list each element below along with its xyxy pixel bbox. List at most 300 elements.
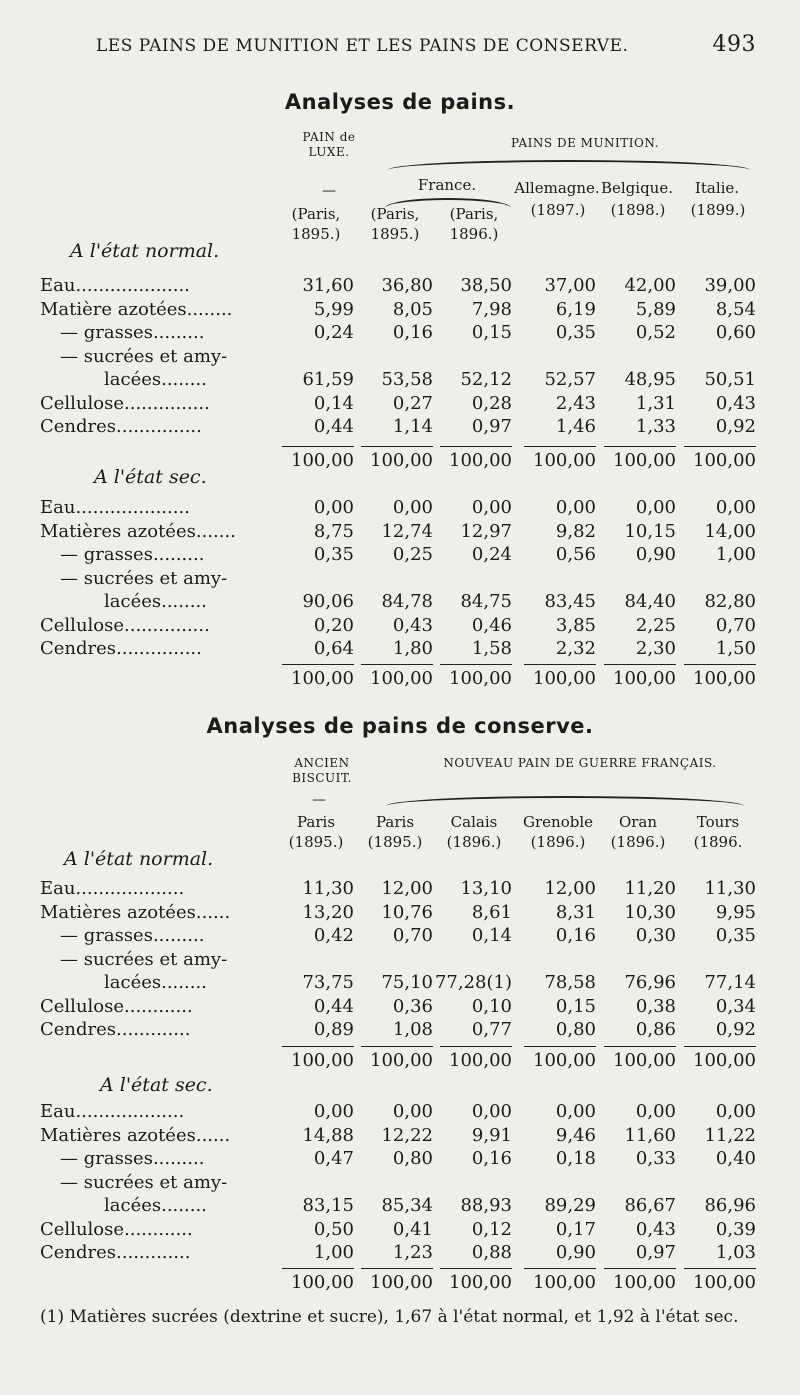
- row-label: — sucrées et amy-: [60, 567, 228, 589]
- table-cell: 0,14: [313, 392, 354, 414]
- table-cell: 1,58: [471, 638, 512, 659]
- column-year: 1895.): [370, 225, 420, 244]
- total-cell: 100,00: [693, 668, 756, 689]
- table-row: [40, 1195, 765, 1219]
- table-cell: 0,50: [313, 1218, 354, 1240]
- sum-rule: [282, 664, 354, 665]
- running-head-title: LES PAINS DE MUNITION ET LES PAINS DE CONSERVE.: [96, 36, 629, 56]
- table-cell: 83,15: [302, 1195, 354, 1216]
- table-cell: 36,80: [381, 275, 433, 296]
- table-cell: 14,88: [302, 1124, 354, 1146]
- table-cell: 53,58: [381, 369, 433, 390]
- sum-rule: [282, 1268, 354, 1269]
- sum-rule: [604, 1046, 676, 1047]
- table-cell: 0,34: [715, 995, 756, 1017]
- table-cell: 0,89: [313, 1019, 354, 1040]
- sum-rule: [361, 664, 433, 665]
- table-cell: 8,75: [313, 520, 354, 542]
- total-cell: 100,00: [291, 1272, 354, 1293]
- table-row: [40, 521, 765, 545]
- row-label: lacées........: [104, 1195, 207, 1216]
- table-cell: 2,32: [555, 638, 596, 659]
- column-place: Calais: [450, 813, 498, 831]
- total-cell: 100,00: [613, 450, 676, 471]
- table-cell: 12,00: [381, 878, 433, 899]
- sum-rule: [282, 1046, 354, 1047]
- table-cell: 84,78: [381, 591, 433, 612]
- row-label: — grasses.........: [60, 544, 205, 565]
- table-cell: 0,00: [555, 497, 596, 518]
- table1-munition-brace: [388, 160, 750, 170]
- table-row: [40, 996, 765, 1020]
- table-cell: 12,97: [460, 520, 512, 542]
- column-place: Grenoble: [523, 813, 593, 831]
- row-label: Matière azotées........: [40, 298, 233, 320]
- row-label: — grasses.........: [60, 925, 205, 946]
- table-cell: 0,64: [313, 638, 354, 659]
- row-label: Matières azotées......: [40, 1124, 231, 1146]
- table-cell: 0,40: [715, 1148, 756, 1169]
- column-place: Oran: [618, 813, 658, 831]
- table-cell: 0,24: [471, 544, 512, 565]
- table-cell: 0,33: [635, 1148, 676, 1169]
- table-row: [40, 346, 765, 370]
- table-cell: 38,50: [460, 275, 512, 296]
- row-label: lacées........: [104, 369, 207, 390]
- table-cell: 86,67: [624, 1195, 676, 1216]
- column-header: [518, 812, 598, 853]
- table1-france-label: France.: [417, 176, 477, 194]
- total-cell: 100,00: [693, 1272, 756, 1293]
- total-cell: 100,00: [370, 668, 433, 689]
- table-cell: 0,38: [635, 995, 676, 1017]
- table-cell: 0,00: [635, 1101, 676, 1122]
- total-cell: 100,00: [533, 1050, 596, 1071]
- table-cell: 0,92: [715, 1019, 756, 1040]
- table1-sec-label: A l'état sec.: [94, 466, 207, 488]
- column-header: [518, 201, 598, 220]
- table-cell: 11,22: [704, 1124, 756, 1146]
- table-row: [40, 393, 765, 417]
- table-cell: 9,91: [471, 1124, 512, 1146]
- sum-rule: [440, 446, 512, 447]
- table-cell: 0,43: [635, 1218, 676, 1240]
- table-row: [40, 591, 765, 615]
- row-label: Cellulose............: [40, 1218, 193, 1240]
- table-cell: 0,12: [471, 1218, 512, 1240]
- table-cell: 0,92: [715, 416, 756, 437]
- table-cell: 5,99: [313, 298, 354, 320]
- row-label: — grasses.........: [60, 1148, 205, 1169]
- table-cell: 0,17: [555, 1218, 596, 1240]
- table-cell: 0,90: [555, 1242, 596, 1263]
- table-cell: 83,45: [544, 591, 596, 612]
- table-cell: 11,60: [624, 1124, 676, 1146]
- footnote: (1) Matières sucrées (dextrine et sucre), 1,67 à l'état normal, et 1,92 à l'état sec.: [40, 1307, 739, 1327]
- table-row: [40, 878, 765, 902]
- table2-normal-label: A l'état normal.: [64, 848, 214, 870]
- table-cell: 1,03: [715, 1242, 756, 1263]
- table-cell: 1,00: [313, 1242, 354, 1263]
- table2-group-nouveau: NOUVEAU PAIN DE GUERRE FRANÇAIS.: [443, 756, 717, 770]
- table-row: [40, 322, 765, 346]
- row-label: Eau....................: [40, 497, 190, 518]
- table-row: [40, 615, 765, 639]
- table-row: [40, 1101, 765, 1125]
- column-header: [355, 812, 435, 853]
- table-cell: 77,14: [704, 972, 756, 993]
- column-year: (1896.): [610, 833, 666, 852]
- row-label: lacées........: [104, 591, 207, 612]
- table-cell: 0,39: [715, 1218, 756, 1240]
- table-cell: 86,96: [704, 1195, 756, 1216]
- total-cell: 100,00: [370, 450, 433, 471]
- row-label: — sucrées et amy-: [60, 1171, 228, 1193]
- running-head: [96, 32, 756, 57]
- table-cell: 0,97: [635, 1242, 676, 1263]
- table-cell: 0,90: [635, 544, 676, 565]
- table-cell: 0,46: [471, 614, 512, 636]
- table1-group-munition: PAINS DE MUNITION.: [511, 136, 659, 150]
- table-cell: 0,70: [715, 614, 756, 636]
- table-cell: 76,96: [624, 972, 676, 993]
- total-cell: 100,00: [533, 450, 596, 471]
- column-year: (1896.): [530, 833, 586, 852]
- column-year: (1896.): [446, 833, 502, 852]
- sum-rule: [684, 664, 756, 665]
- column-header: [355, 204, 435, 245]
- table1-title: Analyses de pains.: [284, 90, 516, 114]
- table-row: [40, 1172, 765, 1196]
- table-row: [40, 638, 765, 662]
- table-cell: 0,00: [635, 497, 676, 518]
- table-cell: 1,50: [715, 638, 756, 659]
- total-cell: 100,00: [449, 1050, 512, 1071]
- table-cell: 0,15: [555, 995, 596, 1017]
- row-label: Cellulose............: [40, 995, 193, 1017]
- table-cell: 1,14: [392, 416, 433, 437]
- table-cell: 0,00: [471, 497, 512, 518]
- row-label: Eau....................: [40, 275, 190, 296]
- table-cell: 31,60: [302, 275, 354, 296]
- table-cell: 0,70: [392, 925, 433, 946]
- table-cell: 0,36: [392, 995, 433, 1017]
- table-cell: 5,89: [635, 298, 676, 320]
- table-cell: 0,18: [555, 1148, 596, 1169]
- table-cell: 52,57: [544, 369, 596, 390]
- total-cell: 100,00: [449, 668, 512, 689]
- total-cell: 100,00: [370, 1050, 433, 1071]
- total-cell: 100,00: [613, 1050, 676, 1071]
- table-cell: 0,35: [555, 322, 596, 343]
- table-cell: 42,00: [624, 275, 676, 296]
- table-cell: 89,29: [544, 1195, 596, 1216]
- sum-rule: [361, 1046, 433, 1047]
- row-label: Matières azotées.......: [40, 520, 236, 542]
- table-cell: 11,30: [704, 878, 756, 899]
- column-year: (1896.: [693, 833, 743, 852]
- table-cell: 8,61: [471, 901, 512, 923]
- sum-rule: [361, 446, 433, 447]
- column-year: (1895.): [367, 833, 423, 852]
- table-cell: 9,82: [555, 520, 596, 542]
- table-row: [40, 299, 765, 323]
- total-cell: 100,00: [370, 1272, 433, 1293]
- table-cell: 0,56: [555, 544, 596, 565]
- column-header: [276, 812, 356, 853]
- table-cell: 85,34: [381, 1195, 433, 1216]
- table-cell: 0,15: [471, 322, 512, 343]
- table2-dash: —: [312, 792, 326, 808]
- table-cell: 0,16: [471, 1148, 512, 1169]
- total-cell: 100,00: [693, 450, 756, 471]
- country-header: Belgique.: [600, 179, 673, 197]
- table-cell: 0,16: [555, 925, 596, 946]
- table-cell: 13,20: [302, 901, 354, 923]
- column-header: [434, 204, 514, 245]
- row-label: Cellulose...............: [40, 392, 210, 414]
- table-cell: 8,05: [392, 298, 433, 320]
- sum-rule: [440, 1268, 512, 1269]
- table-cell: 0,42: [313, 925, 354, 946]
- table-cell: 0,86: [635, 1019, 676, 1040]
- total-cell: 100,00: [449, 450, 512, 471]
- column-header: [598, 201, 678, 220]
- sum-rule: [524, 1268, 596, 1269]
- table-cell: 12,00: [544, 878, 596, 899]
- sum-rule: [282, 446, 354, 447]
- table-row: [40, 416, 765, 440]
- total-cell: 100,00: [613, 668, 676, 689]
- sum-rule: [684, 1046, 756, 1047]
- sum-rule: [361, 1268, 433, 1269]
- table-cell: 1,31: [635, 392, 676, 414]
- table-cell: 0,43: [715, 392, 756, 414]
- table-cell: 50,51: [704, 369, 756, 390]
- table-row: [40, 1148, 765, 1172]
- column-year: (1899.): [690, 201, 746, 219]
- table-cell: 0,25: [392, 544, 433, 565]
- table-row: [40, 1242, 765, 1266]
- table-cell: 1,23: [392, 1242, 433, 1263]
- table-cell: 0,30: [635, 925, 676, 946]
- table-row: [40, 497, 765, 521]
- table1-dash: —: [322, 183, 336, 199]
- sum-rule: [604, 664, 676, 665]
- total-cell: 100,00: [291, 1050, 354, 1071]
- table-cell: 73,75: [302, 972, 354, 993]
- table-cell: 52,12: [460, 369, 512, 390]
- column-year: (1898.): [610, 201, 666, 219]
- table-cell: 10,15: [624, 520, 676, 542]
- table-cell: 0,00: [715, 497, 756, 518]
- column-header: [276, 204, 356, 245]
- table-cell: 13,10: [460, 878, 512, 899]
- column-header: [598, 812, 678, 853]
- total-row: [40, 1050, 765, 1074]
- table-cell: 90,06: [302, 591, 354, 612]
- sum-rule: [524, 1046, 596, 1047]
- row-label: lacées........: [104, 972, 207, 993]
- total-cell: 100,00: [449, 1272, 512, 1293]
- table-cell: 0,88: [471, 1242, 512, 1263]
- table-cell: 1,80: [392, 638, 433, 659]
- table-cell: 0,28: [471, 392, 512, 414]
- table-row: [40, 1125, 765, 1149]
- row-label: — sucrées et amy-: [60, 948, 228, 970]
- table-cell: 0,97: [471, 416, 512, 437]
- table-cell: 82,80: [704, 591, 756, 612]
- table-cell: 12,74: [381, 520, 433, 542]
- table-cell: 0,52: [635, 322, 676, 343]
- table-cell: 2,30: [635, 638, 676, 659]
- table-cell: 0,14: [471, 925, 512, 946]
- table-row: [40, 568, 765, 592]
- table-cell: 77,28(1): [434, 972, 512, 993]
- table-cell: 8,54: [715, 298, 756, 320]
- table-cell: 0,60: [715, 322, 756, 343]
- sum-rule: [604, 446, 676, 447]
- table-cell: 11,30: [302, 878, 354, 899]
- table-cell: 0,00: [392, 497, 433, 518]
- table1-normal-label: A l'état normal.: [70, 240, 220, 262]
- table-cell: 48,95: [624, 369, 676, 390]
- table-cell: 0,16: [392, 322, 433, 343]
- table-cell: 88,93: [460, 1195, 512, 1216]
- table2-group-ancien: ANCIEN BISCUIT.: [292, 756, 352, 785]
- table-row: [40, 275, 765, 299]
- table-cell: 12,22: [381, 1124, 433, 1146]
- table-cell: 10,76: [381, 901, 433, 923]
- row-label: — sucrées et amy-: [60, 345, 228, 367]
- table-cell: 37,00: [544, 275, 596, 296]
- sum-rule: [440, 1046, 512, 1047]
- table-cell: 39,00: [704, 275, 756, 296]
- table1-group-luxe: PAIN de LUXE.: [302, 130, 356, 159]
- total-cell: 100,00: [533, 1272, 596, 1293]
- table-cell: 3,85: [555, 614, 596, 636]
- table-cell: 10,30: [624, 901, 676, 923]
- table-row: [40, 972, 765, 996]
- row-label: Matières azotées......: [40, 901, 231, 923]
- table-cell: 84,75: [460, 591, 512, 612]
- table-cell: 0,77: [471, 1019, 512, 1040]
- column-year: (1897.): [530, 201, 586, 219]
- sum-rule: [440, 664, 512, 665]
- country-header: Italie.: [694, 179, 740, 197]
- table-cell: 6,19: [555, 298, 596, 320]
- table-cell: 75,10: [381, 972, 433, 993]
- table-cell: 0,44: [313, 416, 354, 437]
- sum-rule: [684, 446, 756, 447]
- column-header: [678, 812, 758, 853]
- sum-rule: [524, 664, 596, 665]
- table-cell: 8,31: [555, 901, 596, 923]
- table-cell: 0,47: [313, 1148, 354, 1169]
- column-place: (Paris,: [370, 205, 420, 223]
- table-row: [40, 544, 765, 568]
- row-label: Cendres...............: [40, 638, 202, 659]
- table-row: [40, 1019, 765, 1043]
- table-cell: 0,20: [313, 614, 354, 636]
- table-cell: 0,00: [313, 497, 354, 518]
- total-cell: 100,00: [613, 1272, 676, 1293]
- column-header: [434, 812, 514, 853]
- table-row: [40, 902, 765, 926]
- table2-title: Analyses de pains de conserve.: [206, 714, 594, 738]
- table-cell: 2,25: [635, 614, 676, 636]
- table2-sec-label: A l'état sec.: [100, 1074, 213, 1096]
- table-cell: 1,00: [715, 544, 756, 565]
- table-cell: 1,33: [635, 416, 676, 437]
- row-label: Cendres.............: [40, 1019, 191, 1040]
- column-year: 1896.): [449, 225, 499, 244]
- table-cell: 0,35: [715, 925, 756, 946]
- row-label: Eau...................: [40, 1101, 185, 1122]
- country-header: Allemagne.: [514, 179, 600, 197]
- row-label: Cellulose...............: [40, 614, 210, 636]
- table-cell: 61,59: [302, 369, 354, 390]
- table-cell: 7,98: [471, 298, 512, 320]
- table-row: [40, 369, 765, 393]
- total-cell: 100,00: [291, 450, 354, 471]
- table-cell: 0,00: [471, 1101, 512, 1122]
- table-cell: 2,43: [555, 392, 596, 414]
- table-cell: 1,46: [555, 416, 596, 437]
- row-label: Cendres...............: [40, 416, 202, 437]
- table-cell: 9,95: [715, 901, 756, 923]
- sum-rule: [604, 1268, 676, 1269]
- table-cell: 0,00: [715, 1101, 756, 1122]
- total-cell: 100,00: [291, 668, 354, 689]
- table-cell: 0,44: [313, 995, 354, 1017]
- table-cell: 9,46: [555, 1124, 596, 1146]
- column-place: Paris: [375, 813, 415, 831]
- column-year: 1895.): [291, 225, 341, 244]
- total-row: [40, 1272, 765, 1296]
- table-cell: 1,08: [392, 1019, 433, 1040]
- table-cell: 11,20: [624, 878, 676, 899]
- total-cell: 100,00: [693, 1050, 756, 1071]
- row-label: Cendres.............: [40, 1242, 191, 1263]
- table2-nouveau-brace: [386, 796, 744, 806]
- column-place: (Paris,: [449, 205, 499, 223]
- total-row: [40, 668, 765, 692]
- table-cell: 0,43: [392, 614, 433, 636]
- page-number: 493: [712, 32, 756, 57]
- row-label: Eau...................: [40, 878, 185, 899]
- table-row: [40, 1219, 765, 1243]
- column-header: [678, 201, 758, 220]
- column-place: Paris: [296, 813, 336, 831]
- table-cell: 0,00: [313, 1101, 354, 1122]
- sum-rule: [684, 1268, 756, 1269]
- sum-rule: [524, 446, 596, 447]
- table-row: [40, 949, 765, 973]
- table-row: [40, 925, 765, 949]
- column-year: (1895.): [288, 833, 344, 852]
- table-cell: 0,00: [555, 1101, 596, 1122]
- table-cell: 0,80: [555, 1019, 596, 1040]
- table-cell: 0,24: [313, 322, 354, 343]
- table-cell: 84,40: [624, 591, 676, 612]
- table-cell: 78,58: [544, 972, 596, 993]
- table-cell: 0,10: [471, 995, 512, 1017]
- table-cell: 0,00: [392, 1101, 433, 1122]
- table-cell: 0,27: [392, 392, 433, 414]
- table-cell: 0,80: [392, 1148, 433, 1169]
- total-cell: 100,00: [533, 668, 596, 689]
